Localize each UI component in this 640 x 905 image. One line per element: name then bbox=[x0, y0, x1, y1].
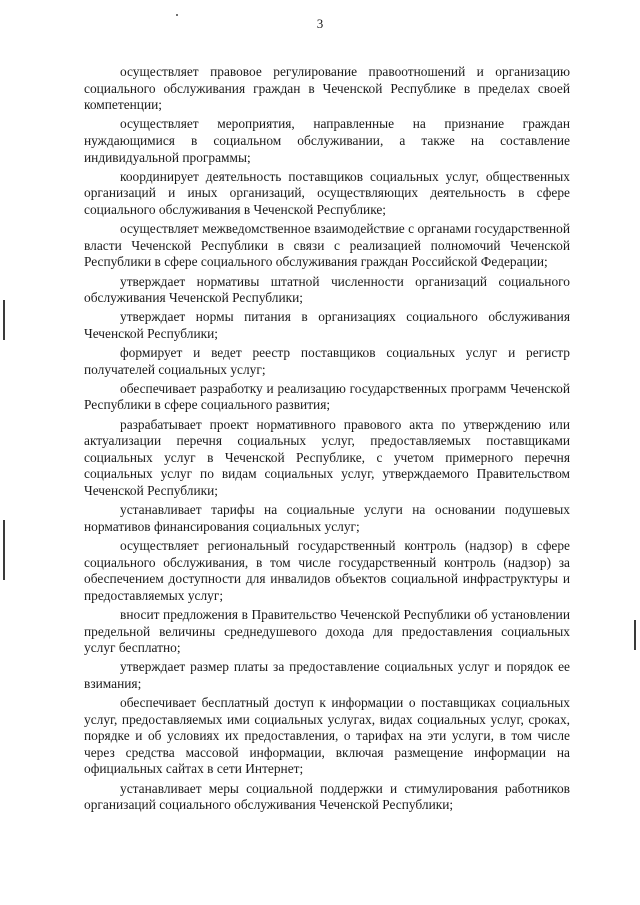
paragraph-5: утверждает нормативы штатной численности организаций социального обслуживания Чеченской Республики; bbox=[84, 273, 570, 306]
paragraph-9: разрабатывает проект нормативного правового акта по утверждению или актуализации перечня социальных услуг, предоставляемых поставщиками социальных услуг в Чеченской Республике, с учетом примерного перечня социальных услуг по видам социальных услуг, утверждаемого Правительством Чеченской Республики; bbox=[84, 416, 570, 498]
scan-edge-mark-left-lower bbox=[3, 520, 5, 580]
paragraph-12: вносит предложения в Правительство Чеченской Республики об установлении предельной величины среднедушевого дохода для предоставления социальных услуг бесплатно; bbox=[84, 606, 570, 656]
paragraph-6: утверждает нормы питания в организациях социального обслуживания Чеченской Республики; bbox=[84, 309, 570, 341]
paragraph-10: устанавливает тарифы на социальные услуги на основании подушевых нормативов финансирования социальных услуг; bbox=[84, 502, 570, 534]
paragraph-14: обеспечивает бесплатный доступ к информации о поставщиках социальных услуг, предоставляемых ими социальных услугах, видах социальных услуг, сроках, порядке и об условиях их предоставления, о тарифах на эти услуги, в том числе через средства массовой информации, включая размещение информации на официальных сайтах в сети Интернет; bbox=[84, 695, 570, 777]
paragraph-1: осуществляет правовое регулирование правоотношений и организацию социального обслуживания граждан в Чеченской Республике в пределах своей компетенции; bbox=[84, 64, 570, 113]
paragraph-3: координирует деятельность поставщиков социальных услуг, общественных организаций и иных организаций, осуществляющих деятельность в сфере социального обслуживания в Чеченской Республике; bbox=[84, 168, 570, 217]
document-body bbox=[84, 64, 570, 816]
page-number: 3 bbox=[316, 16, 324, 31]
paragraph-2: осуществляет мероприятия, направленные на признание граждан нуждающимися в социальном обслуживании, а также на составление индивидуальной программы; bbox=[84, 116, 570, 165]
scan-edge-mark-right bbox=[634, 620, 636, 650]
paragraph-11: осуществляет региональный государственный контроль (надзор) в сфере социального обслуживания, в том числе государственный контроль (надзор) за обеспечением доступности для инвалидов объектов социальной инфраструктуры и предоставляемых услуг; bbox=[84, 537, 570, 603]
paragraph-8: обеспечивает разработку и реализацию государственных программ Чеченской Республики в сфере социального развития; bbox=[84, 380, 570, 413]
paragraph-15: устанавливает меры социальной поддержки и стимулирования работников организаций социального обслуживания Чеченской Республики; bbox=[84, 780, 570, 813]
paragraph-4: осуществляет межведомственное взаимодействие с органами государственной власти Чеченской Республики в связи с реализацией полномочий Чеченской Республики в сфере социального обслуживания граждан Российской Федерации; bbox=[84, 221, 570, 270]
scan-edge-mark-left bbox=[3, 300, 5, 340]
paragraph-7: формирует и ведет реестр поставщиков социальных услуг и регистр получателей социальных услуг; bbox=[84, 345, 570, 377]
paragraph-13: утверждает размер платы за предоставление социальных услуг и порядок ее взимания; bbox=[84, 659, 570, 691]
